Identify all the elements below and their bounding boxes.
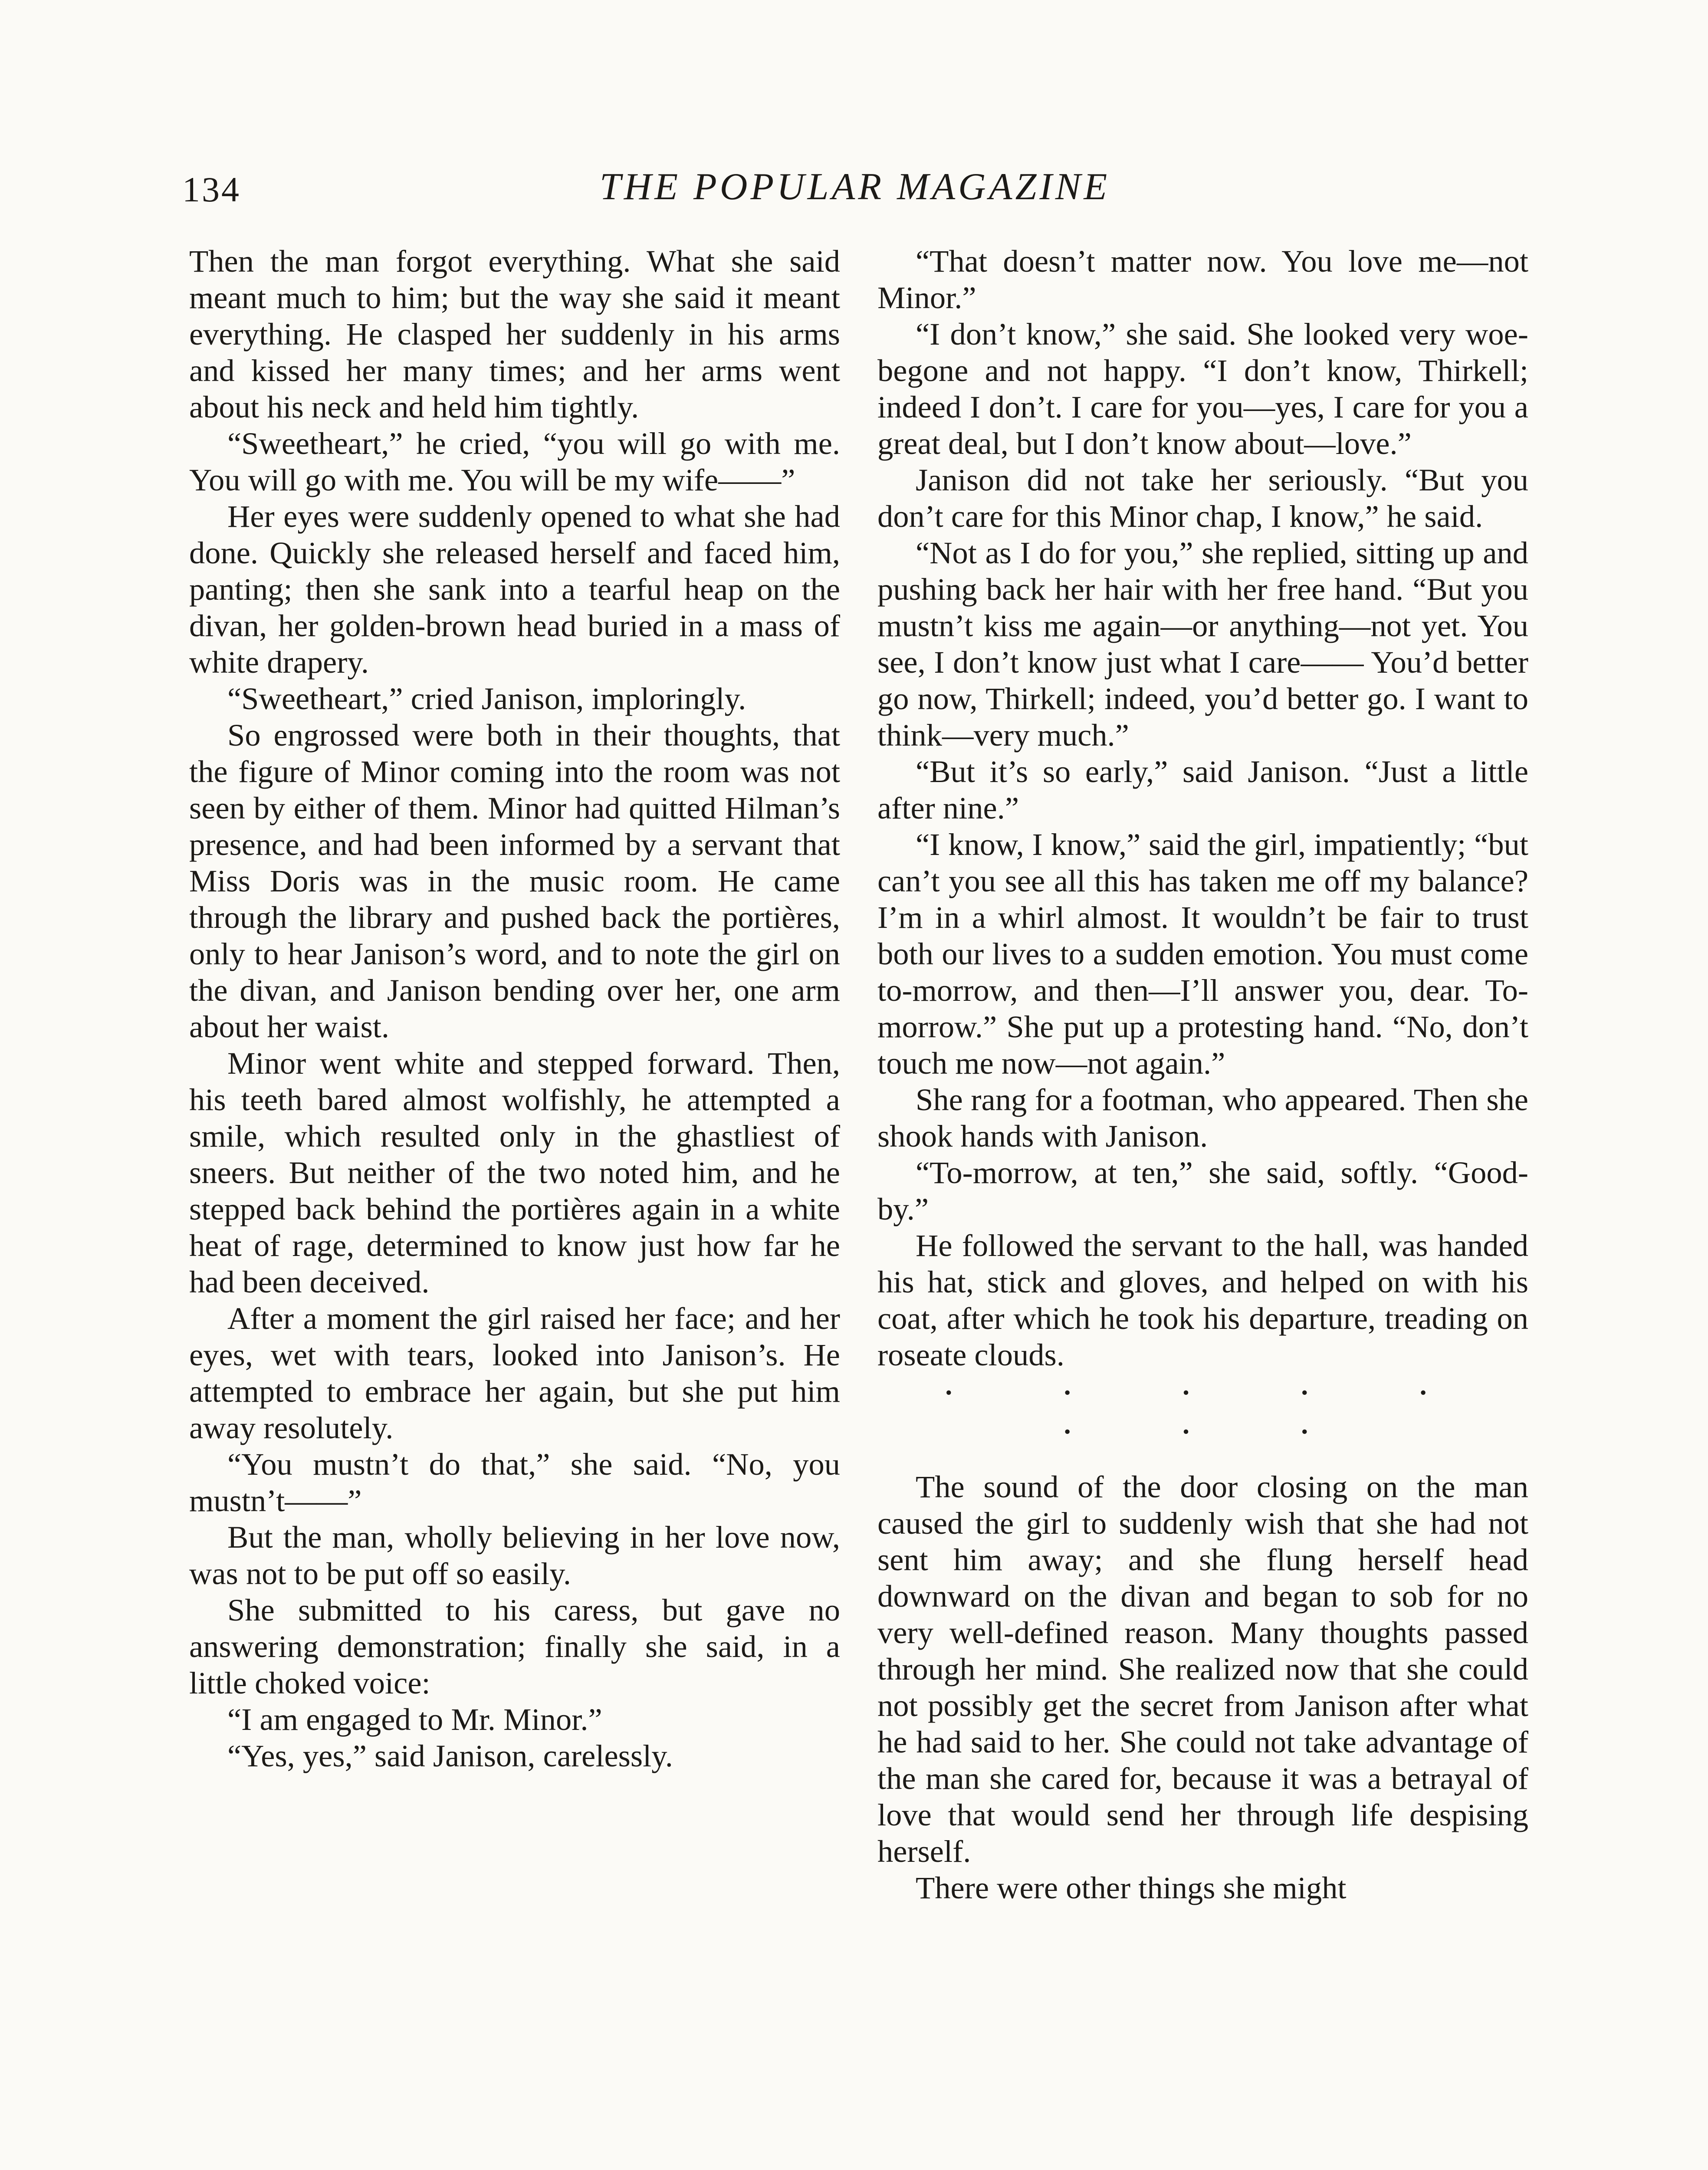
- paragraph: “That doesn’t matter now. You love me—not Minor.”: [877, 243, 1528, 315]
- paragraph: She submitted to his caress, but gave no answering demonstration; finally she said, in a little choked voice:: [189, 1592, 840, 1700]
- running-title: THE POPULAR MAGAZINE: [599, 166, 1110, 208]
- paragraph: “Not as I do for you,” she replied, sitting up and pushing back her hair with her free hand. “But you mustn’t kiss me again—or anything—not yet. You see, I don’t know just what I care—— You’d better go now, Thirkell; indeed, you’d better go. I want to think—very much.”: [877, 535, 1528, 753]
- paragraph: She rang for a footman, who appeared. Then she shook hands with Janison.: [877, 1082, 1528, 1154]
- paragraph: There were other things she might: [916, 1870, 1347, 1905]
- section-break: · · · · · · · ·: [944, 1377, 1479, 1447]
- paragraph: So engrossed were both in their thoughts, that the figure of Minor coming into the room was not seen by either of them. Minor had quitted Hilman’s presence, and had been informed by a servant that Miss Doris was in the music room. He came through the library and pushed back the portières, only to hear Janison’s word, and to note the girl on the divan, and Janison bending over her, one arm about her waist.: [189, 717, 840, 1044]
- page-header: [182, 161, 1527, 226]
- paragraph: “I know, I know,” said the girl, impatiently; “but can’t you see all this has taken me off my balance? I’m in a whirl almost. It wouldn’t be fair to trust both our lives to a sudden emotion. You must come to-morrow, and then—I’ll answer you, dear. To-morrow.” She put up a protesting hand. “No, don’t touch me now—not again.”: [877, 827, 1528, 1081]
- paragraph: Her eyes were suddenly opened to what she had done. Quickly she released herself and faced him, panting; then she sank into a tearful heap on the divan, her golden-brown head buried in a mass of white drapery.: [189, 499, 840, 680]
- paragraph: “Sweetheart,” cried Janison, imploringly.: [227, 681, 746, 716]
- paragraph: Janison did not take her seriously. “But you don’t care for this Minor chap, I know,” he said.: [877, 462, 1528, 534]
- page-number: 134: [182, 170, 241, 209]
- paragraph: Then the man forgot everything. What she said meant much to him; but the way she said it meant everything. He clasped her suddenly in his arms and kissed her many times; and her arms went about his neck and held him tightly.: [189, 243, 840, 424]
- paragraph: “You mustn’t do that,” she said. “No, you mustn’t——”: [189, 1447, 840, 1518]
- paragraph: Minor went white and stepped forward. Then, his teeth bared almost wolfishly, he attempted a smile, which resulted only in the ghastliest of sneers. But neither of the two noted him, and he stepped back behind the portières again in a white heat of rage, determined to know just how far he had been deceived.: [189, 1046, 840, 1299]
- paragraph: He followed the servant to the hall, was handed his hat, stick and gloves, and helped on with his coat, after which he took his departure, treading on roseate clouds.: [877, 1228, 1528, 1372]
- paragraph: “Sweetheart,” he cried, “you will go with me. You will go with me. You will be my wife——”: [189, 426, 840, 497]
- paragraph: “I don’t know,” she said. She looked very woe-begone and not happy. “I don’t know, Thirkell; indeed I don’t. I care for you—yes, I care for you a great deal, but I don’t know about—love.”: [877, 316, 1528, 461]
- paragraph: “To-morrow, at ten,” she said, softly. “Good-by.”: [877, 1155, 1528, 1226]
- paragraph: The sound of the door closing on the man caused the girl to suddenly wish that she had not sent him away; and she flung herself head downward on the divan and began to sob for no very well-defined reason. Many thoughts passed through her mind. She realized now that she could not possibly get the secret from Janison after what he had said to her. She could not take advantage of the man she cared for, because it was a betrayal of love that would send her through life despising herself.: [877, 1469, 1528, 1869]
- paragraph: “Yes, yes,” said Janison, carelessly.: [227, 1738, 673, 1773]
- right-column: [877, 243, 1528, 1906]
- paragraph: “I am engaged to Mr. Minor.”: [227, 1702, 602, 1737]
- left-column: [189, 243, 840, 1774]
- paragraph: “But it’s so early,” said Janison. “Just a little after nine.”: [877, 754, 1528, 825]
- paragraph: After a moment the girl raised her face; and her eyes, wet with tears, looked into Janison’s. He attempted to embrace her again, but she put him away resolutely.: [189, 1301, 840, 1445]
- paragraph: But the man, wholly believing in her love now, was not to be put off so easily.: [189, 1519, 840, 1591]
